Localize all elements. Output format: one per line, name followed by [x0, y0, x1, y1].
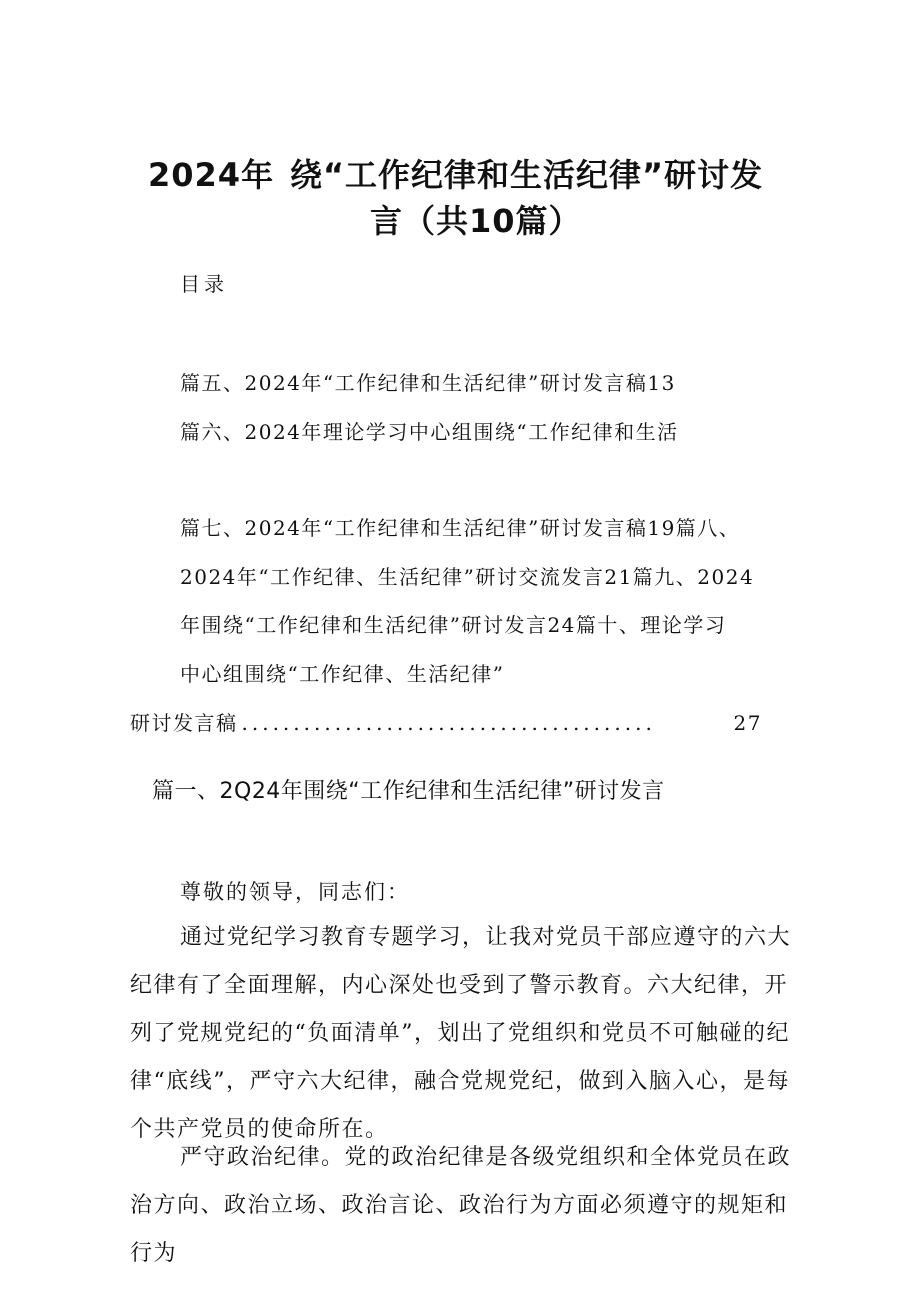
toc-heading: 目录 — [180, 272, 228, 296]
title-year: 2024年 — [148, 156, 275, 194]
salutation: 尊敬的领导，同志们： — [180, 880, 410, 904]
toc-page-number: 27 — [733, 711, 762, 735]
toc-entry: 篇五、2024年“工作纪律和生活纪律”研讨发言稿13 — [180, 371, 676, 395]
body-paragraph: 通过党纪学习教育专题学习，让我对党员干部应遵守的六大纪律有了全面理解，内心深处也受到了警示教育。六大纪律，开列了党规党纪的“负面清单”，划出了党组织和党员不可触碰的纪律“底线”，严守六大纪律，融合党规党纪，做到入脑入心，是每个共产党员的使命所在。 — [130, 925, 792, 1142]
section-heading: 篇一、2Q24年围绕“工作纪律和生活纪律”研讨发言 — [152, 779, 665, 804]
toc-leader-dots: ........................................ — [241, 711, 656, 735]
toc-entry: 2024年“工作纪律、生活纪律”研讨交流发言21篇九、2024 — [180, 565, 755, 589]
title-line-1: 绕“工作纪律和生活纪律”研讨发 — [290, 156, 764, 194]
toc-entry: 中心组围绕“工作纪律、生活纪律” — [180, 662, 505, 686]
title-line-2: 言（共10篇） — [370, 202, 582, 240]
toc-entry: 篇七、2024年“工作纪律和生活纪律”研讨发言稿19篇八、 — [180, 516, 741, 540]
body-paragraph: 严守政治纪律。党的政治纪律是各级党组织和全体党员在政治方向、政治立场、政治言论、政治行为方面必须遵守的规矩和行为 — [130, 1145, 792, 1266]
toc-last-entry — [130, 707, 762, 736]
toc-entry: 篇六、2024年理论学习中心组围绕“工作纪律和生活 — [180, 420, 679, 444]
toc-last-label: 研讨发言稿 — [130, 711, 238, 735]
toc-entry: 年围绕“工作纪律和生活纪律”研讨发言24篇十、理论学习 — [180, 613, 727, 637]
